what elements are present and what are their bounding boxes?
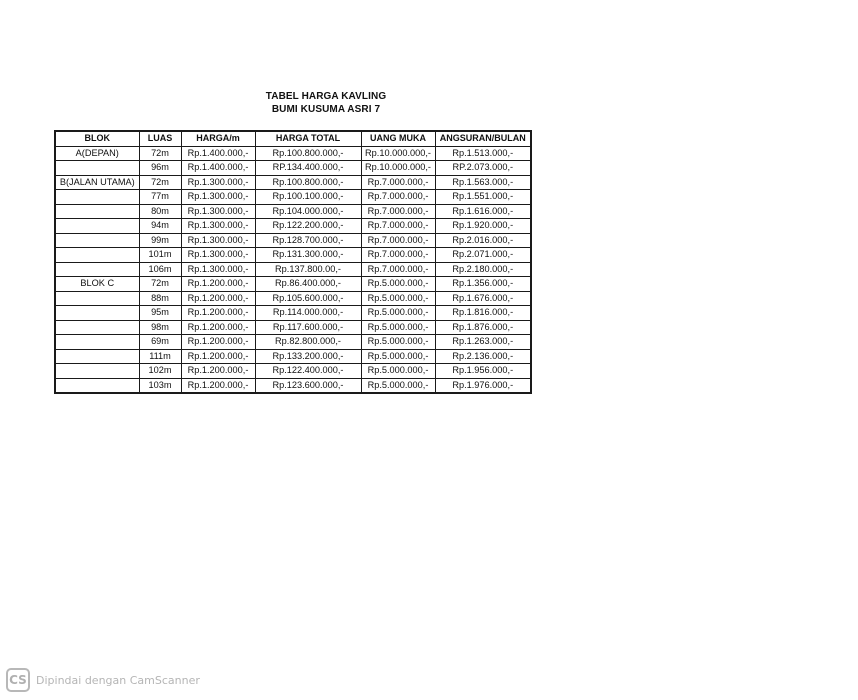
cell-uang-muka: Rp.7.000.000,-: [361, 233, 435, 248]
cell-harga-total: Rp.117.600.000,-: [255, 320, 361, 335]
cell-uang-muka: Rp.5.000.000,-: [361, 364, 435, 379]
title-line-2: BUMI KUSUMA ASRI 7: [271, 104, 381, 115]
cell-blok: [55, 291, 139, 306]
cell-luas: 72m: [139, 146, 181, 161]
cell-harga-total: Rp.123.600.000,-: [255, 378, 361, 393]
header-harga-total: HARGA TOTAL: [255, 131, 361, 146]
cell-harga-total: Rp.100.800.000,-: [255, 175, 361, 190]
table-row: [55, 306, 531, 321]
cell-harga-per-m: Rp.1.300.000,-: [181, 175, 255, 190]
cell-blok: [55, 233, 139, 248]
cell-luas: 95m: [139, 306, 181, 321]
cell-harga-total: Rp.131.300.000,-: [255, 248, 361, 263]
header-luas: LUAS: [139, 131, 181, 146]
cell-angsuran-bulan: Rp.1.563.000,-: [435, 175, 531, 190]
cell-harga-total: Rp.86.400.000,-: [255, 277, 361, 292]
cell-blok: [55, 190, 139, 205]
cell-luas: 106m: [139, 262, 181, 277]
cell-uang-muka: Rp.7.000.000,-: [361, 190, 435, 205]
cell-uang-muka: Rp.5.000.000,-: [361, 277, 435, 292]
scanner-watermark: [6, 668, 200, 692]
table-row: [55, 277, 531, 292]
cell-angsuran-bulan: Rp.1.551.000,-: [435, 190, 531, 205]
table-row: [55, 175, 531, 190]
cell-uang-muka: Rp.5.000.000,-: [361, 335, 435, 350]
cell-harga-per-m: Rp.1.200.000,-: [181, 378, 255, 393]
cell-harga-total: Rp.122.200.000,-: [255, 219, 361, 234]
table-row: [55, 378, 531, 393]
cell-harga-total: Rp.128.700.000,-: [255, 233, 361, 248]
table-title: [236, 90, 416, 116]
cell-luas: 72m: [139, 277, 181, 292]
table-row: [55, 146, 531, 161]
cell-luas: 103m: [139, 378, 181, 393]
cell-uang-muka: Rp.10.000.000,-: [361, 146, 435, 161]
table-row: [55, 190, 531, 205]
cell-luas: 69m: [139, 335, 181, 350]
table-row: [55, 204, 531, 219]
cell-harga-per-m: Rp.1.300.000,-: [181, 204, 255, 219]
cell-harga-total: Rp.114.000.000,-: [255, 306, 361, 321]
cell-harga-per-m: Rp.1.200.000,-: [181, 364, 255, 379]
cell-blok: [55, 262, 139, 277]
watermark-text: Dipindai dengan CamScanner: [36, 673, 200, 687]
cell-angsuran-bulan: Rp.2.136.000,-: [435, 349, 531, 364]
cell-luas: 94m: [139, 219, 181, 234]
cell-luas: 111m: [139, 349, 181, 364]
cell-harga-per-m: Rp.1.200.000,-: [181, 335, 255, 350]
cell-harga-total: Rp.105.600.000,-: [255, 291, 361, 306]
cell-uang-muka: Rp.5.000.000,-: [361, 349, 435, 364]
cell-blok: [55, 219, 139, 234]
cell-harga-total: Rp.100.800.000,-: [255, 146, 361, 161]
table-row: [55, 248, 531, 263]
cell-harga-per-m: Rp.1.200.000,-: [181, 291, 255, 306]
cell-angsuran-bulan: Rp.1.876.000,-: [435, 320, 531, 335]
table-header-row: [55, 131, 531, 146]
cell-blok: B(JALAN UTAMA): [55, 175, 139, 190]
cell-harga-per-m: Rp.1.200.000,-: [181, 306, 255, 321]
cell-angsuran-bulan: Rp.1.263.000,-: [435, 335, 531, 350]
cell-harga-total: Rp.137.800.00,-: [255, 262, 361, 277]
cell-angsuran-bulan: Rp.1.513.000,-: [435, 146, 531, 161]
cell-harga-per-m: Rp.1.200.000,-: [181, 320, 255, 335]
table-row: [55, 335, 531, 350]
header-harga-per-m: HARGA/m: [181, 131, 255, 146]
cell-angsuran-bulan: Rp.1.956.000,-: [435, 364, 531, 379]
table-row: [55, 161, 531, 176]
cell-uang-muka: Rp.5.000.000,-: [361, 320, 435, 335]
table-row: [55, 291, 531, 306]
price-table: [54, 130, 532, 394]
cell-luas: 96m: [139, 161, 181, 176]
cell-blok: [55, 248, 139, 263]
cell-uang-muka: Rp.5.000.000,-: [361, 306, 435, 321]
cell-harga-per-m: Rp.1.300.000,-: [181, 262, 255, 277]
cell-luas: 98m: [139, 320, 181, 335]
header-angsuran-bulan: ANGSURAN/BULAN: [435, 131, 531, 146]
cell-angsuran-bulan: Rp.2.016.000,-: [435, 233, 531, 248]
cell-angsuran-bulan: Rp.2.071.000,-: [435, 248, 531, 263]
title-line-1: TABEL HARGA KAVLING: [265, 91, 387, 102]
cell-uang-muka: Rp.5.000.000,-: [361, 378, 435, 393]
cell-harga-per-m: Rp.1.200.000,-: [181, 349, 255, 364]
cell-angsuran-bulan: Rp.1.356.000,-: [435, 277, 531, 292]
table-body: [55, 146, 531, 393]
cell-angsuran-bulan: Rp.1.816.000,-: [435, 306, 531, 321]
cell-uang-muka: Rp.10.000.000,-: [361, 161, 435, 176]
cell-luas: 102m: [139, 364, 181, 379]
cell-harga-per-m: Rp.1.400.000,-: [181, 146, 255, 161]
cell-uang-muka: Rp.7.000.000,-: [361, 262, 435, 277]
camscanner-logo-icon: CS: [6, 668, 30, 692]
cell-blok: [55, 364, 139, 379]
header-uang-muka: UANG MUKA: [361, 131, 435, 146]
cell-angsuran-bulan: Rp.2.180.000,-: [435, 262, 531, 277]
cell-angsuran-bulan: Rp.1.920.000,-: [435, 219, 531, 234]
cell-angsuran-bulan: Rp.1.616.000,-: [435, 204, 531, 219]
cell-angsuran-bulan: RP.2.073.000,-: [435, 161, 531, 176]
cell-uang-muka: Rp.7.000.000,-: [361, 204, 435, 219]
cell-harga-total: Rp.104.000.000,-: [255, 204, 361, 219]
cell-uang-muka: Rp.7.000.000,-: [361, 248, 435, 263]
cell-luas: 101m: [139, 248, 181, 263]
cell-blok: A(DEPAN): [55, 146, 139, 161]
cell-blok: [55, 378, 139, 393]
cell-harga-total: RP.134.400.000,-: [255, 161, 361, 176]
cell-harga-total: Rp.122.400.000,-: [255, 364, 361, 379]
cell-harga-total: Rp.133.200.000,-: [255, 349, 361, 364]
table-row: [55, 262, 531, 277]
cell-luas: 99m: [139, 233, 181, 248]
cell-harga-total: Rp.100.100.000,-: [255, 190, 361, 205]
cell-luas: 77m: [139, 190, 181, 205]
table-row: [55, 320, 531, 335]
cell-harga-per-m: Rp.1.400.000,-: [181, 161, 255, 176]
cell-harga-per-m: Rp.1.200.000,-: [181, 277, 255, 292]
table-row: [55, 219, 531, 234]
cell-luas: 88m: [139, 291, 181, 306]
table-row: [55, 364, 531, 379]
table-row: [55, 349, 531, 364]
cell-angsuran-bulan: Rp.1.676.000,-: [435, 291, 531, 306]
cell-uang-muka: Rp.7.000.000,-: [361, 175, 435, 190]
cell-blok: BLOK C: [55, 277, 139, 292]
cell-blok: [55, 320, 139, 335]
cell-luas: 72m: [139, 175, 181, 190]
cell-blok: [55, 306, 139, 321]
cell-uang-muka: Rp.5.000.000,-: [361, 291, 435, 306]
cell-uang-muka: Rp.7.000.000,-: [361, 219, 435, 234]
cell-blok: [55, 161, 139, 176]
cell-blok: [55, 204, 139, 219]
cell-harga-per-m: Rp.1.300.000,-: [181, 190, 255, 205]
cell-harga-total: Rp.82.800.000,-: [255, 335, 361, 350]
cell-harga-per-m: Rp.1.300.000,-: [181, 248, 255, 263]
cell-harga-per-m: Rp.1.300.000,-: [181, 233, 255, 248]
cell-blok: [55, 335, 139, 350]
table-row: [55, 233, 531, 248]
cell-luas: 80m: [139, 204, 181, 219]
header-blok: BLOK: [55, 131, 139, 146]
cell-blok: [55, 349, 139, 364]
cell-harga-per-m: Rp.1.300.000,-: [181, 219, 255, 234]
cell-angsuran-bulan: Rp.1.976.000,-: [435, 378, 531, 393]
